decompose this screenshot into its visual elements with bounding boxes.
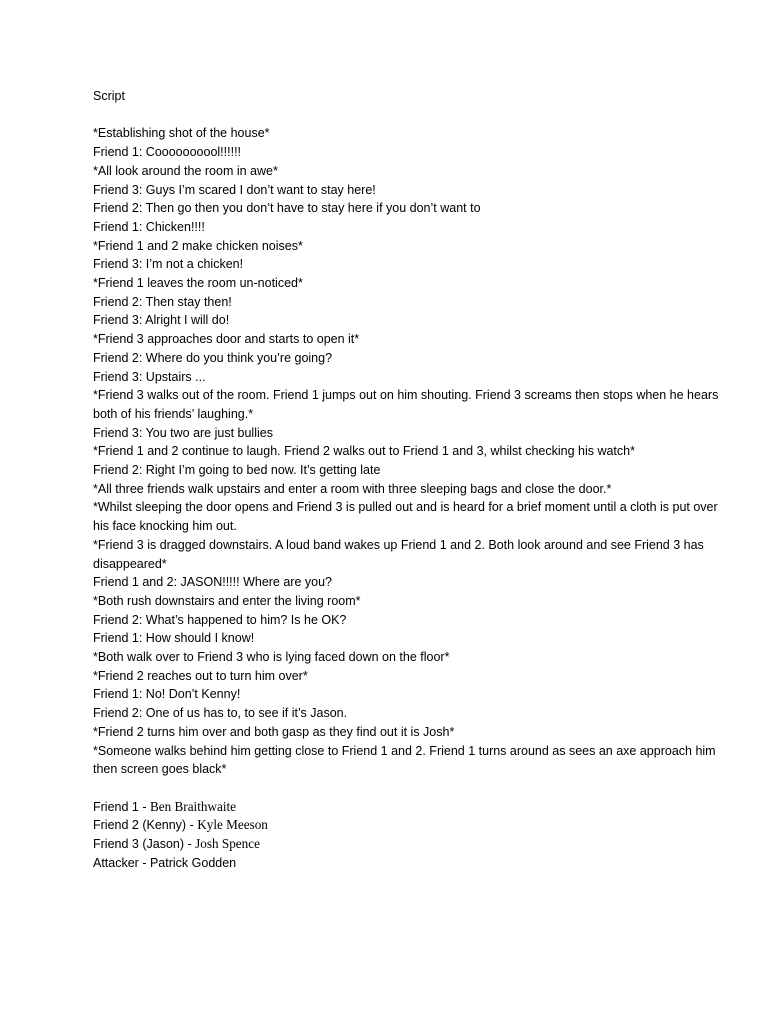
script-line: Friend 3: You two are just bullies bbox=[93, 425, 273, 440]
script-line: *Both walk over to Friend 3 who is lying faced down on the floor* bbox=[93, 650, 450, 665]
script-line: *Establishing shot of the house* bbox=[93, 126, 270, 141]
script-line: Friend 3: I’m not a chicken! bbox=[93, 257, 244, 272]
cast-actor: Josh Spence bbox=[195, 836, 260, 852]
cast-entry bbox=[93, 816, 733, 835]
script-line: Friend 1: Coooooooool!!!!!! bbox=[93, 145, 242, 160]
cast-list bbox=[93, 798, 733, 873]
cast-entry bbox=[93, 798, 733, 817]
script-line: Friend 1: No! Don’t Kenny! bbox=[93, 687, 241, 702]
cast-role: Friend 3 (Jason) bbox=[93, 837, 185, 852]
cast-entry bbox=[93, 835, 733, 854]
script-line: *Friend 1 leaves the room un-noticed* bbox=[93, 276, 303, 291]
cast-separator: - bbox=[138, 855, 150, 870]
cast-separator: - bbox=[184, 837, 196, 852]
script-line: *Friend 3 approaches door and starts to open it* bbox=[93, 332, 360, 347]
document-title: Script bbox=[93, 89, 125, 103]
script-line: Friend 1 and 2: JASON!!!!! Where are you? bbox=[93, 575, 333, 590]
script-line: *Someone walks behind him getting close to Friend 1 and 2. Friend 1 turns around as sees an axe approach him then screen goes black* bbox=[93, 743, 720, 777]
cast-entry bbox=[93, 854, 733, 873]
script-line: *Friend 2 reaches out to turn him over* bbox=[93, 668, 308, 683]
script-line: Friend 3: Guys I’m scared I don’t want to stay here! bbox=[93, 182, 376, 197]
cast-role: Friend 1 bbox=[93, 799, 139, 814]
script-document bbox=[93, 87, 733, 873]
script-line: *Friend 1 and 2 make chicken noises* bbox=[93, 238, 303, 253]
script-line: Friend 3: Upstairs ... bbox=[93, 369, 206, 384]
script-line: Friend 2: Where do you think you’re going? bbox=[93, 350, 333, 365]
cast-role: Attacker bbox=[93, 855, 139, 870]
spacer bbox=[93, 106, 733, 125]
cast-actor: Kyle Meeson bbox=[197, 817, 268, 833]
script-line: Friend 1: Chicken!!!! bbox=[93, 219, 205, 234]
cast-actor: Patrick Godden bbox=[149, 855, 237, 870]
script-line: *Friend 2 turns him over and both gasp as they find out it is Josh* bbox=[93, 724, 455, 739]
script-line: Friend 2: One of us has to, to see if it’s Jason. bbox=[93, 706, 348, 721]
script-line: Friend 3: Alright I will do! bbox=[93, 313, 230, 328]
script-line: Friend 2: Then stay then! bbox=[93, 294, 232, 309]
script-line: Friend 2: What’s happened to him? Is he OK? bbox=[93, 612, 347, 627]
script-line: *Friend 1 and 2 continue to laugh. Friend 2 walks out to Friend 1 and 3, whilst checking his watch* bbox=[93, 444, 635, 459]
script-line: Friend 1: How should I know! bbox=[93, 631, 255, 646]
cast-separator: - bbox=[186, 818, 198, 833]
cast-separator: - bbox=[138, 799, 150, 814]
script-line: *Both rush downstairs and enter the living room* bbox=[93, 593, 361, 608]
script-line: *Friend 3 is dragged downstairs. A loud band wakes up Friend 1 and 2. Both look around and see Friend 3 has disappeared* bbox=[93, 537, 708, 571]
script-line: *Friend 3 walks out of the room. Friend 1 jumps out on him shouting. Friend 3 screams then stops when he hears both of his friends’ laughing.* bbox=[93, 388, 722, 421]
script-line: *All three friends walk upstairs and enter a room with three sleeping bags and close the door.* bbox=[93, 481, 612, 496]
script-lines bbox=[93, 124, 733, 779]
script-line: Friend 2: Right I’m going to bed now. It’s getting late bbox=[93, 463, 381, 478]
cast-role: Friend 2 (Kenny) bbox=[93, 818, 187, 833]
script-line: *Whilst sleeping the door opens and Friend 3 is pulled out and is heard for a brief moment until a cloth is put over his face knocking him out. bbox=[93, 500, 722, 534]
script-line: *All look around the room in awe* bbox=[93, 163, 278, 178]
cast-actor: Ben Braithwaite bbox=[149, 798, 237, 814]
script-line: Friend 2: Then go then you don’t have to stay here if you don’t want to bbox=[93, 201, 481, 216]
